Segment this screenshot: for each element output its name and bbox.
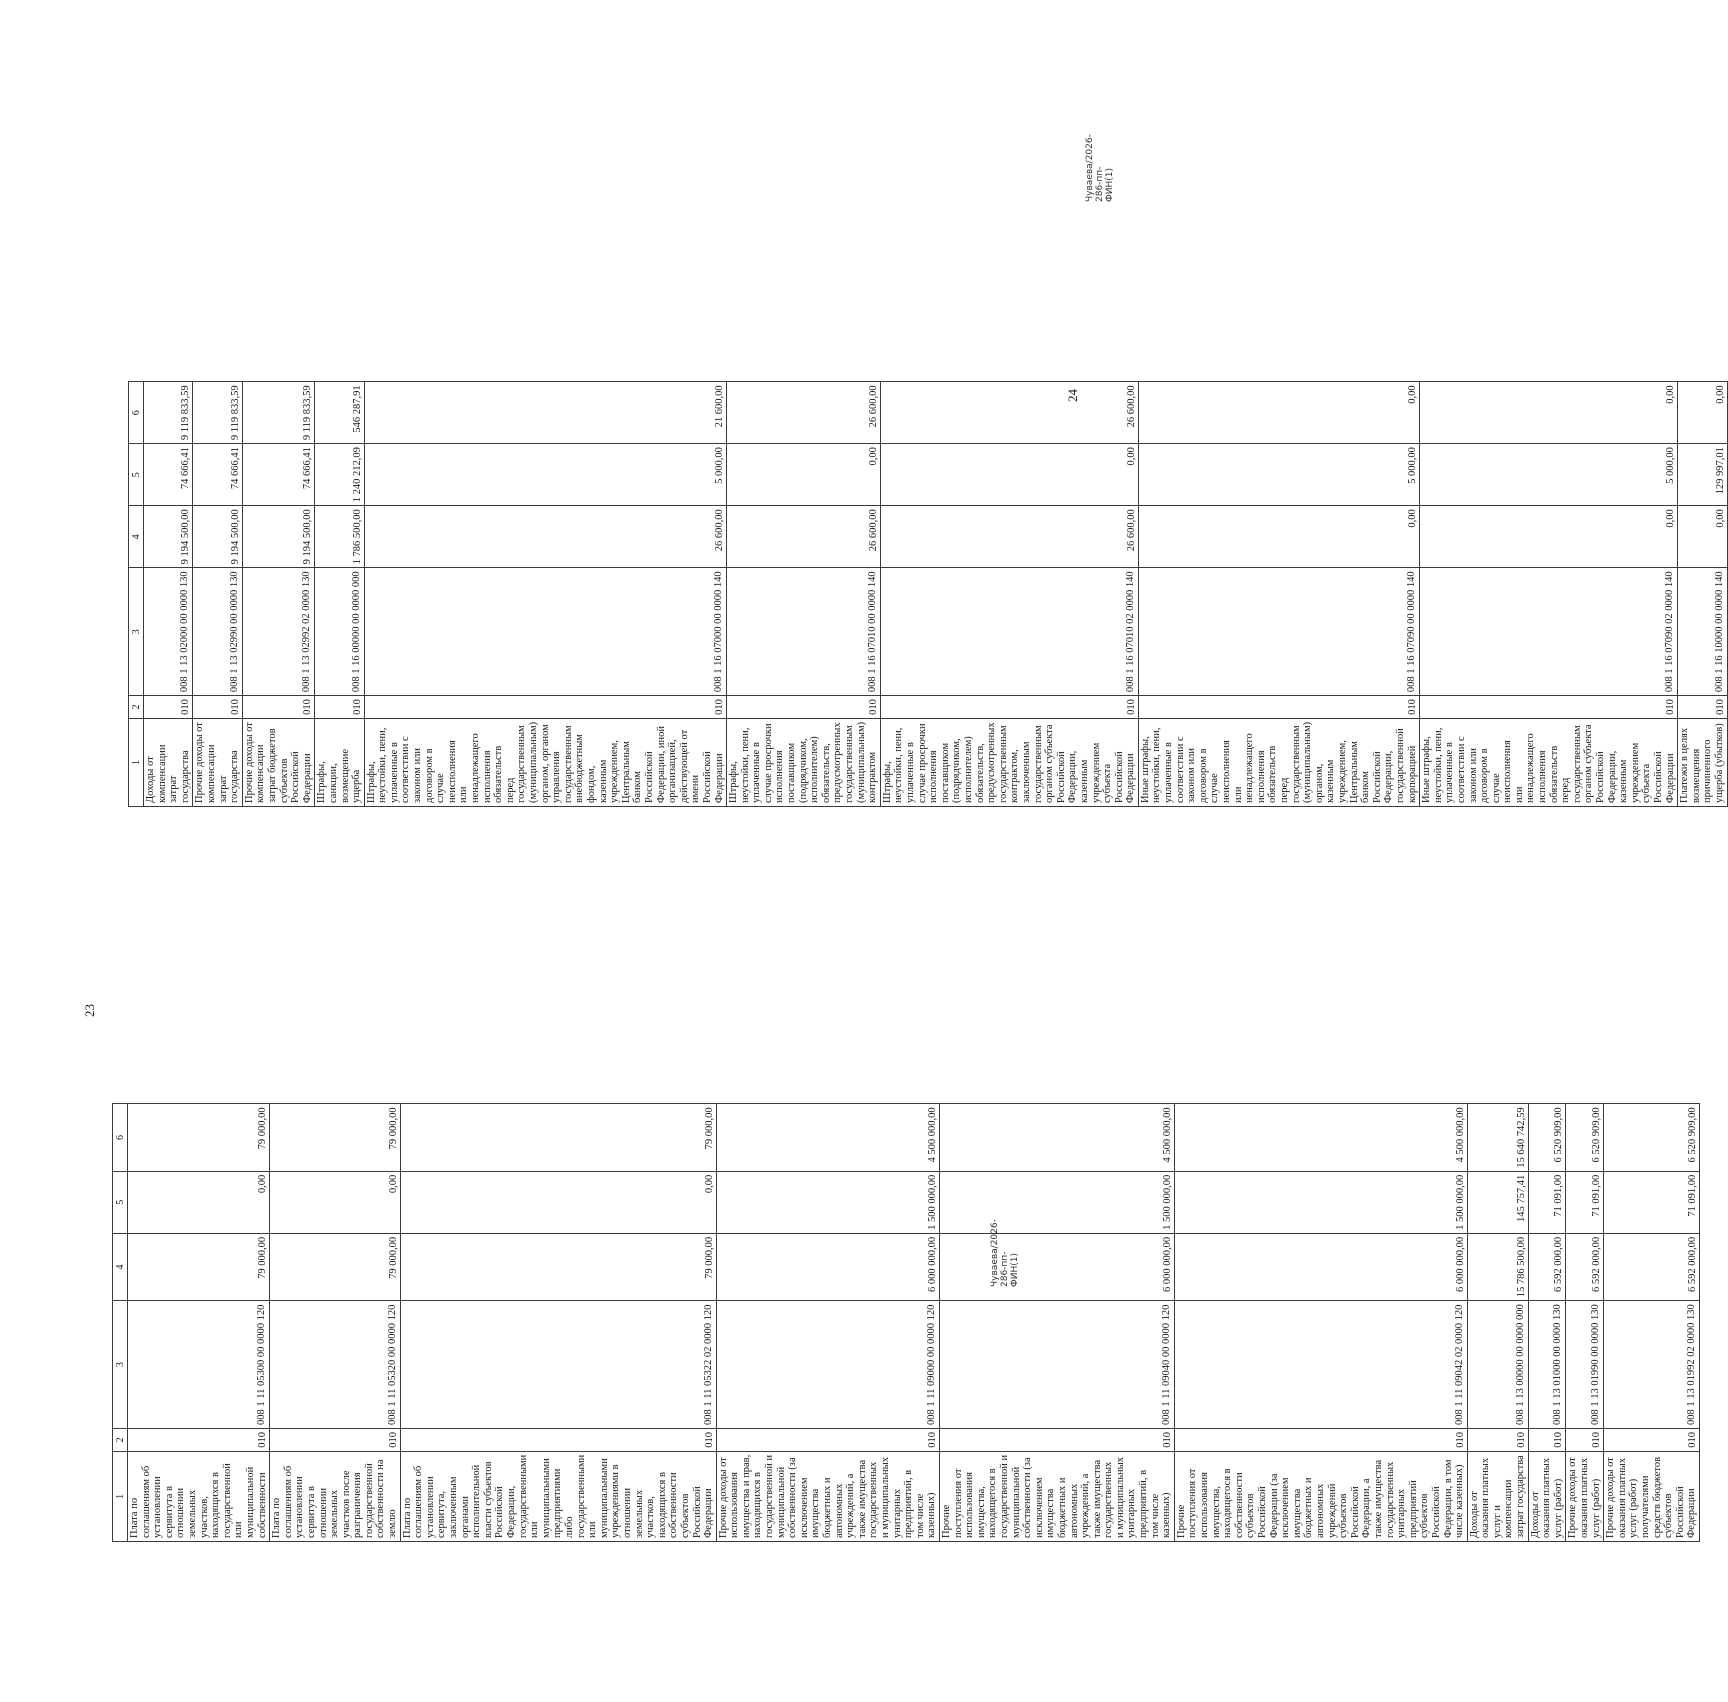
cell-name: Прочие доходы от оказания платных услуг (работ) получателями средств бюджетов субъектов Российской Федерации [1604,1451,1700,1541]
cell-approved: 0,00 [1678,506,1727,568]
cell-budget-code: 008 1 13 02000 00 0000 130 [144,568,193,696]
cell-approved: 9 194 500,00 [144,506,193,568]
cell-approved: 6 000 000,00 [716,1233,939,1300]
page-number-23: 23 [82,1004,97,1017]
cell-name: Прочие поступления от использования имущества, находящегося в государственной и муниципальной собственности (за исключением имущества бюджетных и автономных учреждений, а также имущества государственных и муниципальных унитарных предприятий, в том числе казенных) [939,1451,1174,1541]
cell-executed: 71 091,00 [1528,1171,1566,1233]
cell-line-code: 010 [1566,1428,1604,1451]
table-page-23 [112,1103,1700,1542]
cell-budget-code: 008 1 16 10000 00 0000 140 [1678,568,1727,696]
header-cell: 4 [113,1233,128,1300]
cell-budget-code: 008 1 11 09042 02 0000 120 [1174,1301,1467,1429]
cell-unexecuted: 4 500 000,00 [1174,1104,1467,1171]
header-cell: 4 [129,506,144,568]
cell-executed: 5 000,00 [1138,444,1419,506]
cell-unexecuted: 0,00 [1420,382,1678,444]
cell-executed: 5 000,00 [364,444,726,506]
cell-unexecuted: 9 119 833,59 [193,382,242,444]
table-row [1604,1104,1700,1542]
cell-name: Плата по соглашениям об установлении сервитута, заключенным органами исполнительной власти субъектов Российской Федерации, государственными или муниципальными предприятиями либо государственными или муниципальными учреждениями в отношении земельных участков, находящихся в собственности субъектов Российской Федерации [400,1451,716,1541]
cell-name: Платежи в целях возмещения причиненного ущерба (убытков) [1678,718,1727,806]
table-row [315,382,364,807]
cell-name: Иные штрафы, неустойки, пени, уплаченные в соответствии с законом или договором в случае неисполнения или ненадлежащего исполнения обязательств перед государственным (муниципальным) органом, казенным учреждением, Центральным банком Российской Федерации, государственной корпорацией [1138,718,1419,806]
cell-name: Прочие доходы от оказания платных услуг (работ) [1566,1451,1604,1541]
table-row [1467,1104,1528,1542]
cell-executed: 0,00 [880,444,1138,506]
cell-approved: 0,00 [1420,506,1678,568]
cell-unexecuted: 546 287,91 [315,382,364,444]
footer-page-23: Чуваева/2026-286-пп-ФИН(1) [990,1219,1020,1287]
cell-unexecuted: 6 520 909,00 [1604,1104,1700,1171]
cell-executed: 1 500 000,00 [1174,1171,1467,1233]
cell-budget-code: 008 1 11 09040 00 0000 120 [939,1301,1174,1429]
cell-executed: 1 240 212,09 [315,444,364,506]
cell-name: Иные штрафы, неустойки, пени, уплаченные в соответствии с законом или договором в случае неисполнения или ненадлежащего исполнения обязательств перед государственным органом субъекта Российской Федерации, казенным учреждением субъекта Российской Федерации [1420,718,1678,806]
header-cell: 5 [129,444,144,506]
header-cell: 1 [129,718,144,806]
cell-unexecuted: 4 500 000,00 [939,1104,1174,1171]
table-row [1138,382,1419,807]
cell-name: Доходы от оказания платных услуг и компенсации затрат государства [1467,1451,1528,1541]
cell-name: Прочие доходы от использования имущества и прав, находящихся в государственной и муниципальной собственности (за исключением имущества бюджетных и автономных учреждений, а также имущества государственных и муниципальных унитарных предприятий, в том числе казенных) [716,1451,939,1541]
cell-approved: 79 000,00 [128,1233,270,1300]
cell-approved: 1 786 500,00 [315,506,364,568]
header-row [129,382,144,807]
table-row [880,382,1138,807]
cell-approved: 15 786 500,00 [1467,1233,1528,1300]
cell-unexecuted: 79 000,00 [128,1104,270,1171]
cell-executed: 74 666,41 [193,444,242,506]
cell-budget-code: 008 1 13 02990 00 0000 130 [193,568,242,696]
cell-budget-code: 008 1 16 07000 00 0000 140 [364,568,726,696]
table-row [193,382,242,807]
table-row [727,382,881,807]
cell-line-code: 010 [364,696,726,719]
cell-budget-code: 008 1 13 00000 00 0000 000 [1467,1301,1528,1429]
cell-approved: 26 600,00 [727,506,881,568]
cell-name: Прочие поступления от использования имущества, находящегося в собственности субъектов Российской Федерации (за исключением имущества бюджетных и автономных учреждений субъектов Российской Федерации, а также имущества государственных унитарных предприятий субъектов Российской Федерации, в том числе казенных) [1174,1451,1467,1541]
table-row [128,1104,270,1542]
table-page-23-block [112,1103,1700,1542]
cell-executed: 0,00 [727,444,881,506]
cell-budget-code: 008 1 11 05322 02 0000 120 [400,1301,716,1429]
cell-line-code: 010 [1174,1428,1467,1451]
cell-line-code: 010 [193,696,242,719]
cell-line-code: 010 [128,1428,270,1451]
cell-name: Прочие доходы от компенсации затрат бюджетов субъектов Российской Федерации [242,718,315,806]
cell-budget-code: 008 1 16 00000 00 0000 000 [315,568,364,696]
table-page-24 [128,381,1728,807]
cell-budget-code: 008 1 13 02992 02 0000 130 [242,568,315,696]
cell-line-code: 010 [400,1428,716,1451]
cell-executed: 0,00 [270,1171,401,1233]
cell-name: Прочие доходы от компенсации затрат государства [193,718,242,806]
cell-line-code: 010 [270,1428,401,1451]
cell-budget-code: 008 1 11 09000 00 0000 120 [716,1301,939,1429]
cell-name: Штрафы, санкции, возмещение ущерба [315,718,364,806]
cell-unexecuted: 26 600,00 [727,382,881,444]
cell-budget-code: 008 1 13 01990 00 0000 130 [1566,1301,1604,1429]
cell-budget-code: 008 1 11 05300 00 0000 120 [128,1301,270,1429]
cell-executed: 71 091,00 [1604,1171,1700,1233]
cell-executed: 74 666,41 [144,444,193,506]
cell-budget-code: 008 1 16 07090 00 0000 140 [1138,568,1419,696]
table-page-23-body [113,1104,1700,1542]
table-row [242,382,315,807]
table-row [1678,382,1727,807]
cell-line-code: 010 [880,696,1138,719]
cell-unexecuted: 15 640 742,59 [1467,1104,1528,1171]
table-page-24-block [128,381,1728,807]
header-cell: 1 [113,1451,128,1541]
cell-name: Плата по соглашениям об установлении сервитута в отношении земельных участков, находящихся в государственной или муниципальной собственности [128,1451,270,1541]
cell-line-code: 010 [1604,1428,1700,1451]
cell-line-code: 010 [1420,696,1678,719]
cell-name: Штрафы, неустойки, пени, уплаченные в случае просрочки исполнения поставщиком (подрядчиком, исполнителем) обязательств, предусмотренных государственным (муниципальным) контрактом [727,718,881,806]
cell-line-code: 010 [1528,1428,1566,1451]
cell-executed: 1 500 000,00 [716,1171,939,1233]
header-cell: 2 [129,696,144,719]
cell-executed: 5 000,00 [1420,444,1678,506]
cell-approved: 6 592 000,00 [1566,1233,1604,1300]
cell-name: Плата по соглашениям об установлении сервитута в отношении земельных участков после разграничения государственной собственности на землю [270,1451,401,1541]
table-row [400,1104,716,1542]
table-row [1420,382,1678,807]
header-cell: 3 [129,568,144,696]
cell-unexecuted: 6 520 909,00 [1566,1104,1604,1171]
cell-name: Штрафы, неустойки, пени, уплаченные в случае просрочки исполнения поставщиком (подрядчиком, исполнителем) обязательств, предусмотренных государственным контрактом, заключенным государственным органом субъекта Российской Федерации, казенным учреждением субъекта Российской Федерации [880,718,1138,806]
header-cell: 5 [113,1171,128,1233]
cell-budget-code: 008 1 13 01000 00 0000 130 [1528,1301,1566,1429]
cell-budget-code: 008 1 16 07010 00 0000 140 [727,568,881,696]
cell-unexecuted: 79 000,00 [270,1104,401,1171]
cell-name: Доходы от компенсации затрат государства [144,718,193,806]
cell-approved: 79 000,00 [400,1233,716,1300]
table-row [1566,1104,1604,1542]
cell-line-code: 010 [144,696,193,719]
table-row [1174,1104,1467,1542]
cell-line-code: 010 [716,1428,939,1451]
table-row [270,1104,401,1542]
cell-approved: 26 600,00 [364,506,726,568]
table-row [716,1104,939,1542]
cell-approved: 26 600,00 [880,506,1138,568]
cell-line-code: 010 [1678,696,1727,719]
cell-approved: 9 194 500,00 [193,506,242,568]
table-row [939,1104,1174,1542]
cell-executed: 0,00 [400,1171,716,1233]
footer-page-24: Чуваева/2026-286-пп-ФИН(1) [1085,134,1115,202]
cell-name: Штрафы, неустойки, пени, уплаченные в соответствии с законом или договором в случае неисполнения или ненадлежащего исполнения обязательств перед государственным (муниципальным) органом, органом управления государственным внебюджетным фондом, казенным учреждением, Центральным банком Российской Федерации, иной организацией, действующей от имени Российской Федерации [364,718,726,806]
cell-approved: 6 000 000,00 [1174,1233,1467,1300]
cell-executed: 1 500 000,00 [939,1171,1174,1233]
cell-budget-code: 008 1 13 01992 02 0000 130 [1604,1301,1700,1429]
cell-line-code: 010 [1138,696,1419,719]
table-row [1528,1104,1566,1542]
cell-executed: 74 666,41 [242,444,315,506]
cell-unexecuted: 21 600,00 [364,382,726,444]
cell-executed: 0,00 [128,1171,270,1233]
cell-line-code: 010 [727,696,881,719]
header-cell: 3 [113,1301,128,1429]
header-row [113,1104,128,1542]
cell-budget-code: 008 1 16 07090 02 0000 140 [1420,568,1678,696]
cell-unexecuted: 26 600,00 [880,382,1138,444]
cell-line-code: 010 [939,1428,1174,1451]
cell-line-code: 010 [315,696,364,719]
header-cell: 6 [129,382,144,444]
cell-executed: 145 757,41 [1467,1171,1528,1233]
cell-name: Доходы от оказания платных услуг (работ) [1528,1451,1566,1541]
cell-unexecuted: 6 520 909,00 [1528,1104,1566,1171]
cell-executed: 71 091,00 [1566,1171,1604,1233]
cell-unexecuted: 0,00 [1138,382,1419,444]
cell-approved: 6 592 000,00 [1528,1233,1566,1300]
table-page-24-body [129,382,1728,807]
page-number-24: 24 [1065,389,1080,402]
cell-unexecuted: 9 119 833,59 [144,382,193,444]
cell-unexecuted: 79 000,00 [400,1104,716,1171]
cell-approved: 0,00 [1138,506,1419,568]
cell-approved: 6 000 000,00 [939,1233,1174,1300]
cell-budget-code: 008 1 11 05320 00 0000 120 [270,1301,401,1429]
table-row [144,382,193,807]
cell-line-code: 010 [1467,1428,1528,1451]
cell-unexecuted: 0,00 [1678,382,1727,444]
cell-approved: 9 194 500,00 [242,506,315,568]
header-cell: 6 [113,1104,128,1171]
cell-executed: 129 997,01 [1678,444,1727,506]
cell-approved: 79 000,00 [270,1233,401,1300]
cell-budget-code: 008 1 16 07010 02 0000 140 [880,568,1138,696]
table-row [364,382,726,807]
cell-line-code: 010 [242,696,315,719]
header-cell: 2 [113,1428,128,1451]
cell-unexecuted: 4 500 000,00 [716,1104,939,1171]
cell-approved: 6 592 000,00 [1604,1233,1700,1300]
cell-unexecuted: 9 119 833,59 [242,382,315,444]
